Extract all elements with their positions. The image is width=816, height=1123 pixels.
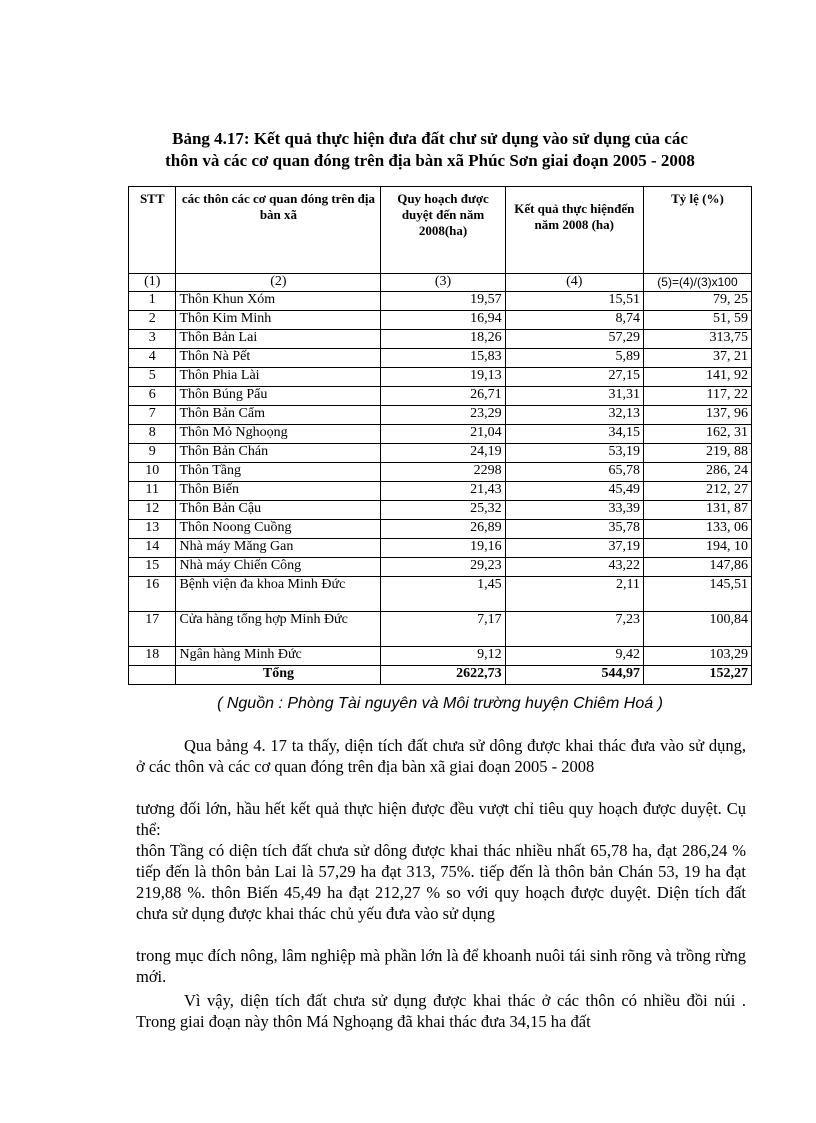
row-plan: 7,17 bbox=[381, 612, 505, 647]
row-stt: 3 bbox=[129, 330, 176, 349]
row-stt: 8 bbox=[129, 425, 176, 444]
header-ratio: Tỷ lệ (%) bbox=[643, 187, 751, 274]
row-name: Thôn Khun Xóm bbox=[176, 292, 381, 311]
row-ratio: 313,75 bbox=[643, 330, 751, 349]
table-row bbox=[129, 482, 752, 501]
table-row bbox=[129, 520, 752, 539]
header-name: các thôn các cơ quan đóng trên địa bàn xã bbox=[176, 187, 381, 274]
row-ratio: 145,51 bbox=[643, 577, 751, 612]
row-ratio: 103,29 bbox=[643, 647, 751, 666]
row-name: Ngân hàng Minh Đức bbox=[176, 647, 381, 666]
row-stt: 16 bbox=[129, 577, 176, 612]
table-row bbox=[129, 330, 752, 349]
row-plan: 1,45 bbox=[381, 577, 505, 612]
row-stt: 13 bbox=[129, 520, 176, 539]
row-name: Nhà máy Chiến Công bbox=[176, 558, 381, 577]
row-ratio: 219, 88 bbox=[643, 444, 751, 463]
table-caption-line-1: Bảng 4.17: Kết quả thực hiện đưa đất chư sử dụng vào sử dụng của các bbox=[172, 129, 688, 148]
table-header-row bbox=[129, 187, 752, 274]
row-ratio: 194, 10 bbox=[643, 539, 751, 558]
row-ratio: 133, 06 bbox=[643, 520, 751, 539]
index-row bbox=[129, 274, 752, 292]
row-stt: 11 bbox=[129, 482, 176, 501]
index-cell: (1) bbox=[129, 274, 176, 292]
paragraph-2: tương đối lớn, hầu hết kết quả thực hiện được đều vượt chỉ tiêu quy hoạch được duyệt. Cụ thể: bbox=[136, 799, 746, 839]
table-row bbox=[129, 387, 752, 406]
row-stt: 4 bbox=[129, 349, 176, 368]
row-name: Thôn Bản Chán bbox=[176, 444, 381, 463]
row-name: Thôn Phia Lài bbox=[176, 368, 381, 387]
row-result: 34,15 bbox=[505, 425, 643, 444]
row-result: 37,19 bbox=[505, 539, 643, 558]
row-result: 2,11 bbox=[505, 577, 643, 612]
table-row bbox=[129, 501, 752, 520]
row-result: 33,39 bbox=[505, 501, 643, 520]
row-plan: 23,29 bbox=[381, 406, 505, 425]
header-plan: Quy hoạch được duyệt đến năm 2008(ha) bbox=[381, 187, 505, 274]
row-ratio: 137, 96 bbox=[643, 406, 751, 425]
row-name: Thôn Kim Minh bbox=[176, 311, 381, 330]
row-plan: 2298 bbox=[381, 463, 505, 482]
row-ratio: 212, 27 bbox=[643, 482, 751, 501]
index-cell: (4) bbox=[505, 274, 643, 292]
row-ratio: 147,86 bbox=[643, 558, 751, 577]
header-result: Kết quả thực hiệnđến năm 2008 (ha) bbox=[505, 187, 643, 274]
row-stt: 5 bbox=[129, 368, 176, 387]
total-stt-cell bbox=[129, 666, 176, 685]
index-cell: (2) bbox=[176, 274, 381, 292]
row-stt: 15 bbox=[129, 558, 176, 577]
total-row bbox=[129, 666, 752, 685]
paragraph-4: trong mục đích nông, lâm nghiệp mà phần lớn là để khoanh nuôi tái sinh rõng và trồng rừng mới. bbox=[136, 946, 746, 986]
table-row bbox=[129, 539, 752, 558]
row-stt: 1 bbox=[129, 292, 176, 311]
row-ratio: 117, 22 bbox=[643, 387, 751, 406]
row-result: 43,22 bbox=[505, 558, 643, 577]
row-result: 5,89 bbox=[505, 349, 643, 368]
row-result: 15,51 bbox=[505, 292, 643, 311]
table-row bbox=[129, 577, 752, 612]
row-name: Thôn Noong Cuồng bbox=[176, 520, 381, 539]
row-ratio: 286, 24 bbox=[643, 463, 751, 482]
row-result: 32,13 bbox=[505, 406, 643, 425]
row-plan: 19,13 bbox=[381, 368, 505, 387]
table-row bbox=[129, 406, 752, 425]
row-plan: 18,26 bbox=[381, 330, 505, 349]
row-plan: 21,04 bbox=[381, 425, 505, 444]
row-name: Bệnh viện đa khoa Minh Đức bbox=[176, 577, 381, 612]
row-name: Thôn Tầng bbox=[176, 463, 381, 482]
table-row bbox=[129, 558, 752, 577]
row-plan: 19,16 bbox=[381, 539, 505, 558]
row-result: 8,74 bbox=[505, 311, 643, 330]
paragraph-3: thôn Tầng có diện tích đất chưa sử dông được khai thác nhiều nhất 65,78 ha, đạt 286,24 % tiếp đến là thôn bản Lai là 57,29 ha đạt 313, 75%. tiếp đến là thôn bản Chán 53, 19 ha đạt 219,88 %. thôn Biến 45,49 ha đạt 212,27 % so với quy hoạch được duyệt. Diện tích đất chưa sử dụng được khai thác chủ yếu đưa vào sử dụng bbox=[136, 841, 746, 923]
row-name: Thôn Bản Cậu bbox=[176, 501, 381, 520]
row-stt: 2 bbox=[129, 311, 176, 330]
row-plan: 24,19 bbox=[381, 444, 505, 463]
row-result: 7,23 bbox=[505, 612, 643, 647]
row-plan: 15,83 bbox=[381, 349, 505, 368]
row-plan: 16,94 bbox=[381, 311, 505, 330]
land-use-table bbox=[128, 186, 752, 685]
row-plan: 9,12 bbox=[381, 647, 505, 666]
table-row bbox=[129, 444, 752, 463]
row-name: Nhà máy Măng Gan bbox=[176, 539, 381, 558]
row-name: Thôn Bản Cẩm bbox=[176, 406, 381, 425]
paragraph-1: Qua bảng 4. 17 ta thấy, diện tích đất chưa sử dông được khai thác đưa vào sử dụng, ở các thôn và các cơ quan đóng trên địa bàn xã giai đoạn 2005 - 2008 bbox=[136, 736, 746, 776]
row-stt: 9 bbox=[129, 444, 176, 463]
table-caption-line-2: thôn và các cơ quan đóng trên địa bàn xã Phúc Sơn giai đoạn 2005 - 2008 bbox=[165, 151, 695, 170]
table-caption bbox=[120, 128, 740, 172]
row-ratio: 141, 92 bbox=[643, 368, 751, 387]
row-plan: 26,89 bbox=[381, 520, 505, 539]
row-stt: 6 bbox=[129, 387, 176, 406]
row-name: Thôn Búng Pẩu bbox=[176, 387, 381, 406]
row-result: 53,19 bbox=[505, 444, 643, 463]
row-name: Thôn Mỏ Nghoọng bbox=[176, 425, 381, 444]
source-note: ( Nguồn : Phòng Tài nguyên và Môi trường huyện Chiêm Hoá ) bbox=[217, 695, 663, 712]
row-ratio: 100,84 bbox=[643, 612, 751, 647]
row-ratio: 37, 21 bbox=[643, 349, 751, 368]
row-ratio: 131, 87 bbox=[643, 501, 751, 520]
row-ratio: 79, 25 bbox=[643, 292, 751, 311]
table-row bbox=[129, 311, 752, 330]
table-row bbox=[129, 647, 752, 666]
total-plan: 2622,73 bbox=[381, 666, 505, 685]
row-stt: 7 bbox=[129, 406, 176, 425]
row-stt: 17 bbox=[129, 612, 176, 647]
total-label: Tổng bbox=[176, 666, 381, 685]
row-result: 27,15 bbox=[505, 368, 643, 387]
index-cell: (3) bbox=[381, 274, 505, 292]
row-result: 9,42 bbox=[505, 647, 643, 666]
table-row bbox=[129, 292, 752, 311]
row-name: Thôn Biến bbox=[176, 482, 381, 501]
row-name: Cửa hàng tổng hợp Minh Đức bbox=[176, 612, 381, 647]
row-plan: 19,57 bbox=[381, 292, 505, 311]
index-cell: (5)=(4)/(3)x100 bbox=[643, 274, 751, 292]
table-row bbox=[129, 612, 752, 647]
row-name: Thôn Bản Lai bbox=[176, 330, 381, 349]
row-result: 31,31 bbox=[505, 387, 643, 406]
row-stt: 18 bbox=[129, 647, 176, 666]
row-ratio: 162, 31 bbox=[643, 425, 751, 444]
table-row bbox=[129, 463, 752, 482]
row-plan: 25,32 bbox=[381, 501, 505, 520]
row-stt: 10 bbox=[129, 463, 176, 482]
row-result: 35,78 bbox=[505, 520, 643, 539]
row-stt: 12 bbox=[129, 501, 176, 520]
total-result: 544,97 bbox=[505, 666, 643, 685]
row-stt: 14 bbox=[129, 539, 176, 558]
row-plan: 21,43 bbox=[381, 482, 505, 501]
row-result: 65,78 bbox=[505, 463, 643, 482]
total-ratio: 152,27 bbox=[643, 666, 751, 685]
row-plan: 29,23 bbox=[381, 558, 505, 577]
table-row bbox=[129, 425, 752, 444]
row-result: 45,49 bbox=[505, 482, 643, 501]
row-result: 57,29 bbox=[505, 330, 643, 349]
table-row bbox=[129, 349, 752, 368]
paragraph-5: Vì vậy, diện tích đất chưa sử dụng được khai thác ở các thôn có nhiều đồi núi . Trong giai đoạn này thôn Má Nghoạng đã khai thác đưa 34,15 ha đất bbox=[136, 991, 746, 1031]
table-row bbox=[129, 368, 752, 387]
header-stt: STT bbox=[129, 187, 176, 274]
row-plan: 26,71 bbox=[381, 387, 505, 406]
row-ratio: 51, 59 bbox=[643, 311, 751, 330]
row-name: Thôn Nà Pết bbox=[176, 349, 381, 368]
